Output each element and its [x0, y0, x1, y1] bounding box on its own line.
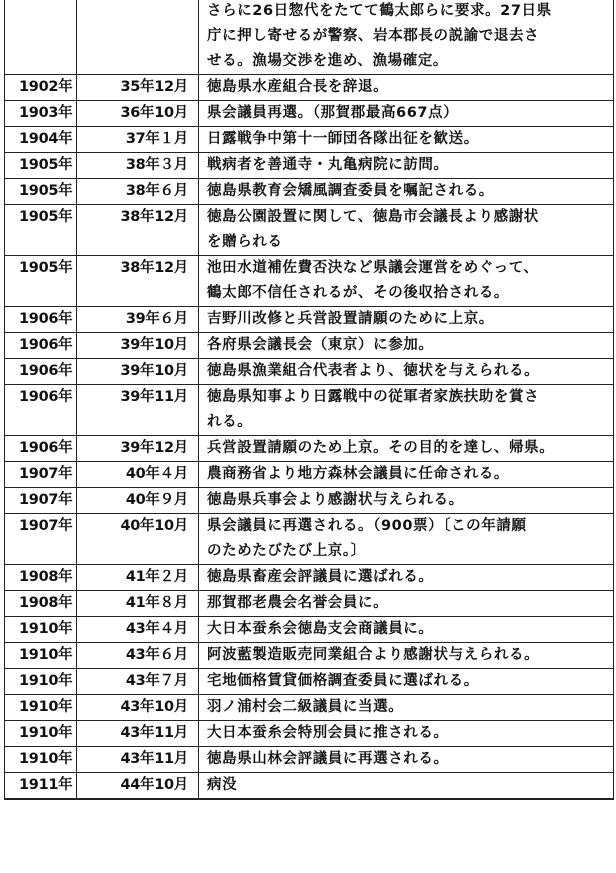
- western-year-cell: [5, 0, 77, 75]
- japanese-date-cell: 43年10月: [77, 695, 199, 721]
- event-text-line: 池田水道補佐費否決など県議会運営をめぐって、: [207, 260, 539, 276]
- event-cell: [199, 75, 614, 101]
- japanese-date-cell: 44年10月: [77, 773, 199, 800]
- western-year-cell: 1910年: [5, 617, 77, 643]
- event-cell: [199, 669, 614, 695]
- western-year-cell: 1908年: [5, 565, 77, 591]
- western-year-cell: 1908年: [5, 591, 77, 617]
- table-row: [5, 669, 614, 695]
- event-cell: [199, 721, 614, 747]
- event-text-line: 徳島県知事より日露戦中の従軍者家族扶助を賞さ: [207, 389, 540, 405]
- event-text-line: 徳島県山林会評議員に再選される。: [207, 751, 449, 767]
- event-text-line: 徳島公園設置に関して、徳島市会議長より感謝状: [207, 209, 539, 225]
- event-cell: [199, 256, 614, 307]
- event-cell: [199, 436, 614, 462]
- western-year-cell: 1910年: [5, 643, 77, 669]
- event-text-line: 羽ノ浦村会二級議員に当選。: [207, 699, 404, 715]
- japanese-date-cell: 41年８月: [77, 591, 199, 617]
- western-year-cell: 1905年: [5, 256, 77, 307]
- event-cell: [199, 307, 614, 333]
- event-text-line: 那賀郡老農会名誉会員に。: [207, 595, 389, 611]
- table-row: [5, 179, 614, 205]
- western-year-cell: 1905年: [5, 153, 77, 179]
- western-year-cell: 1910年: [5, 669, 77, 695]
- western-year-cell: 1904年: [5, 127, 77, 153]
- event-text-line: せる。漁場交渉を進め、漁場確定。: [207, 53, 449, 69]
- event-cell: [199, 695, 614, 721]
- event-cell: [199, 0, 614, 75]
- japanese-date-cell: 37年１月: [77, 127, 199, 153]
- event-cell: [199, 617, 614, 643]
- western-year-cell: 1907年: [5, 462, 77, 488]
- event-text-line: 徳島県畜産会評議員に選ばれる。: [207, 569, 434, 585]
- event-text-line: 大日本蚕糸会特別会員に推される。: [207, 725, 449, 741]
- event-text-line: 病没: [207, 777, 238, 793]
- event-cell: [199, 747, 614, 773]
- japanese-date-cell: 43年６月: [77, 643, 199, 669]
- event-text-line: 阿波藍製造販売同業組合より感謝状与えられる。: [207, 647, 540, 663]
- table-row: [5, 256, 614, 307]
- table-row: [5, 591, 614, 617]
- table-row: [5, 695, 614, 721]
- western-year-cell: 1910年: [5, 721, 77, 747]
- japanese-date-cell: 43年11月: [77, 747, 199, 773]
- western-year-cell: 1903年: [5, 101, 77, 127]
- japanese-date-cell: 43年４月: [77, 617, 199, 643]
- japanese-date-cell: 38年３月: [77, 153, 199, 179]
- event-cell: [199, 101, 614, 127]
- western-year-cell: 1906年: [5, 333, 77, 359]
- event-text-line: 戦病者を善通寺・丸亀病院に訪問。: [207, 157, 449, 173]
- table-row: [5, 0, 614, 75]
- japanese-date-cell: 40年９月: [77, 488, 199, 514]
- western-year-cell: 1906年: [5, 359, 77, 385]
- event-cell: [199, 514, 614, 565]
- event-cell: [199, 179, 614, 205]
- event-cell: [199, 773, 614, 800]
- event-cell: [199, 462, 614, 488]
- western-year-cell: 1911年: [5, 773, 77, 800]
- event-text-line: 吉野川改修と兵営設置請願のために上京。: [207, 311, 494, 327]
- table-row: [5, 643, 614, 669]
- japanese-date-cell: 39年12月: [77, 436, 199, 462]
- table-row: [5, 488, 614, 514]
- western-year-cell: 1906年: [5, 436, 77, 462]
- event-text-line: さらに26日惣代をたてて鶴太郎らに要求。27日県: [207, 3, 552, 19]
- table-row: [5, 565, 614, 591]
- event-text-line: のためたびたび上京。〕: [207, 543, 366, 559]
- table-row: [5, 385, 614, 436]
- chronology-table: [4, 0, 614, 800]
- table-row: [5, 747, 614, 773]
- event-cell: [199, 127, 614, 153]
- event-text-line: 農商務省より地方森林会議員に任命される。: [207, 466, 509, 482]
- japanese-date-cell: 39年６月: [77, 307, 199, 333]
- event-text-line: 兵営設置請願のため上京。その目的を達し、帰県。: [207, 440, 555, 456]
- event-text-line: 各府県会議長会（東京）に参加。: [207, 337, 434, 353]
- japanese-date-cell: 36年10月: [77, 101, 199, 127]
- table-row: [5, 75, 614, 101]
- japanese-date-cell: 38年12月: [77, 205, 199, 256]
- western-year-cell: 1907年: [5, 514, 77, 565]
- table-row: [5, 101, 614, 127]
- japanese-date-cell: 43年11月: [77, 721, 199, 747]
- japanese-date-cell: 43年７月: [77, 669, 199, 695]
- japanese-date-cell: 41年２月: [77, 565, 199, 591]
- event-cell: [199, 565, 614, 591]
- table-row: [5, 205, 614, 256]
- event-text-line: 徳島県漁業組合代表者より、徳状を与えられる。: [207, 363, 540, 379]
- event-cell: [199, 488, 614, 514]
- event-text-line: 鶴太郎不信任されるが、その後収拾される。: [207, 285, 509, 301]
- table-row: [5, 307, 614, 333]
- table-row: [5, 436, 614, 462]
- event-text-line: 徳島県教育会矯風調査委員を嘱記される。: [207, 183, 494, 199]
- event-cell: [199, 591, 614, 617]
- event-text-line: 大日本蚕糸会徳島支会商議員に。: [207, 621, 434, 637]
- japanese-date-cell: 39年10月: [77, 333, 199, 359]
- chronology-body: [5, 0, 614, 799]
- western-year-cell: 1910年: [5, 747, 77, 773]
- table-row: [5, 333, 614, 359]
- japanese-date-cell: 39年10月: [77, 359, 199, 385]
- table-row: [5, 721, 614, 747]
- japanese-date-cell: 40年４月: [77, 462, 199, 488]
- japanese-date-cell: 40年10月: [77, 514, 199, 565]
- japanese-date-cell: 38年６月: [77, 179, 199, 205]
- event-cell: [199, 333, 614, 359]
- event-cell: [199, 153, 614, 179]
- table-row: [5, 514, 614, 565]
- western-year-cell: 1910年: [5, 695, 77, 721]
- event-text-line: 県会議員再選。（那賀郡最高667点）: [207, 105, 459, 121]
- event-cell: [199, 385, 614, 436]
- table-row: [5, 462, 614, 488]
- event-text-line: 徳島県水産組合長を辞退。: [207, 79, 389, 95]
- event-cell: [199, 643, 614, 669]
- table-row: [5, 359, 614, 385]
- western-year-cell: 1902年: [5, 75, 77, 101]
- western-year-cell: 1907年: [5, 488, 77, 514]
- western-year-cell: 1906年: [5, 385, 77, 436]
- table-row: [5, 617, 614, 643]
- japanese-date-cell: 35年12月: [77, 75, 199, 101]
- table-row: [5, 153, 614, 179]
- event-text-line: 徳島県兵事会より感謝状与えられる。: [207, 492, 464, 508]
- japanese-date-cell: 39年11月: [77, 385, 199, 436]
- japanese-date-cell: [77, 0, 199, 75]
- table-row: [5, 127, 614, 153]
- event-cell: [199, 205, 614, 256]
- japanese-date-cell: 38年12月: [77, 256, 199, 307]
- event-text-line: を贈られる: [207, 234, 283, 250]
- western-year-cell: 1905年: [5, 205, 77, 256]
- event-text-line: 県会議員に再選される。（900票）〔この年請願: [207, 518, 527, 534]
- event-text-line: 宅地価格賃貸価格調査委員に選ばれる。: [207, 673, 479, 689]
- event-text-line: 日露戦争中第十一師団各隊出征を歓送。: [207, 131, 479, 147]
- western-year-cell: 1906年: [5, 307, 77, 333]
- western-year-cell: 1905年: [5, 179, 77, 205]
- event-cell: [199, 359, 614, 385]
- event-text-line: 庁に押し寄せるが警察、岩本郡長の説諭で退去さ: [207, 28, 540, 44]
- table-row: [5, 773, 614, 800]
- event-text-line: れる。: [207, 414, 253, 430]
